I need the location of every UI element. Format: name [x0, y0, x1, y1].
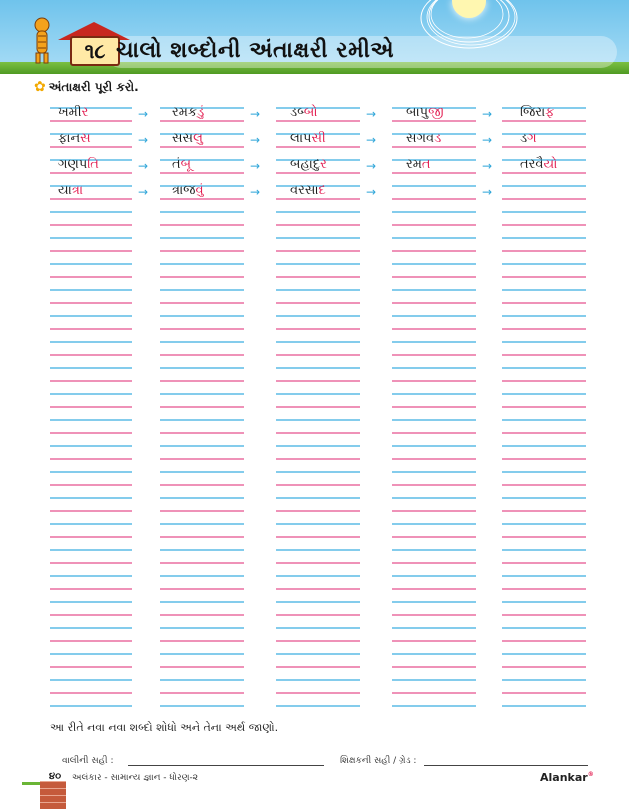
word-last-letter: ત — [421, 157, 431, 172]
word-last-letter: બૂ — [180, 157, 192, 172]
word-stem: ગણપ — [58, 157, 88, 172]
chain-word — [520, 157, 557, 172]
chain-word — [290, 183, 326, 198]
word-stem: ફાન — [58, 131, 81, 146]
parent-signature-label: વાલીની સહી : — [62, 756, 114, 766]
chain-word — [58, 157, 99, 172]
chain-word — [406, 157, 431, 172]
page-number: ૪૦ — [48, 771, 62, 782]
arrow-right-icon: → — [366, 185, 377, 199]
page-title: ચાલો શબ્દોની અંતાક્ષરી રમીએ — [116, 38, 395, 63]
chain-word — [172, 183, 204, 198]
word-stem: સસ — [172, 131, 194, 146]
word-last-letter: ફ — [545, 105, 555, 120]
word-stem: બાપુ — [406, 105, 429, 120]
word-stem: યા — [58, 183, 72, 198]
chain-word — [290, 157, 327, 172]
arrow-right-icon: → — [138, 133, 149, 147]
word-stem: તરવૈ — [520, 157, 544, 172]
word-stem: ડબ્ — [290, 105, 304, 120]
arrow-right-icon: → — [138, 185, 149, 199]
chain-word — [520, 105, 554, 120]
word-last-letter: દ — [318, 183, 326, 198]
word-stem: જિરા — [520, 105, 546, 120]
star-icon: ✿ — [34, 79, 46, 95]
arrow-right-icon: → — [366, 133, 377, 147]
word-last-letter: ડ — [434, 131, 442, 146]
chain-word — [406, 105, 443, 120]
parent-signature-line[interactable] — [128, 765, 324, 766]
teacher-signature-label: શિક્ષકની સહી / ગ્રેડ : — [340, 756, 417, 766]
arrow-right-icon: → — [482, 159, 493, 173]
word-stem: ખમી — [58, 105, 82, 120]
book-info: અલંકાર - સામાન્ય જ્ઞાન - ધોરણ-૨ — [72, 773, 199, 783]
chain-word — [520, 131, 537, 146]
brand-logo: Alankar® — [540, 771, 594, 784]
word-stem: રમ — [406, 157, 422, 172]
word-last-letter: જી — [428, 105, 444, 120]
chain-word — [58, 131, 91, 146]
chain-word — [58, 105, 88, 120]
arrow-right-icon: → — [138, 159, 149, 173]
arrow-right-icon: → — [250, 159, 261, 173]
chain-word — [172, 105, 204, 120]
word-last-letter: ર — [81, 105, 89, 120]
instruction-text: અંતાક્ષરી પૂરી કરો. — [48, 79, 139, 94]
word-stem: બહાદુ — [290, 157, 321, 172]
word-stem: વરસા — [290, 183, 319, 198]
arrow-right-icon: → — [366, 159, 377, 173]
word-last-letter: ગ — [527, 131, 537, 146]
word-stem: સગવ — [406, 131, 435, 146]
chain-word — [290, 131, 326, 146]
grass-tuft-icon — [22, 768, 40, 785]
word-last-letter: સી — [311, 131, 326, 146]
arrow-right-icon: → — [482, 185, 493, 199]
chain-word — [290, 105, 318, 120]
word-stem: ડ — [520, 131, 528, 146]
word-last-letter: લુ — [193, 131, 203, 146]
word-last-letter: સ — [80, 131, 91, 146]
word-stem: તં — [172, 157, 181, 172]
arrow-right-icon: → — [366, 107, 377, 121]
word-last-letter: ડું — [197, 105, 205, 120]
chain-word — [406, 131, 441, 146]
word-last-letter: બો — [303, 105, 318, 120]
lesson-number: ૧૮ — [70, 36, 120, 66]
arrow-right-icon: → — [250, 185, 261, 199]
chain-word — [172, 131, 203, 146]
chain-word — [58, 183, 83, 198]
word-stem: ત્રાજ — [172, 183, 196, 198]
arrow-right-icon: → — [482, 107, 493, 121]
word-last-letter: તિ — [87, 157, 99, 172]
arrow-right-icon: → — [250, 107, 261, 121]
footer-note: આ રીતે નવા નવા શબ્દો શોધો અને તેના અર્થ જાણો. — [50, 721, 279, 734]
chain-word — [172, 157, 191, 172]
word-last-letter: ર — [320, 157, 327, 172]
arrow-right-icon: → — [250, 133, 261, 147]
arrow-right-icon: → — [482, 133, 493, 147]
brand-name: Alankar — [540, 771, 588, 784]
arrow-right-icon: → — [138, 107, 149, 121]
word-stem: રમક — [172, 105, 198, 120]
brick-chimney-icon — [40, 781, 66, 809]
word-last-letter: યો — [543, 157, 558, 172]
teacher-signature-line[interactable] — [424, 765, 588, 766]
word-stem: લાપ — [290, 131, 312, 146]
word-last-letter: ત્રા — [71, 183, 84, 198]
word-last-letter: વું — [195, 183, 204, 198]
